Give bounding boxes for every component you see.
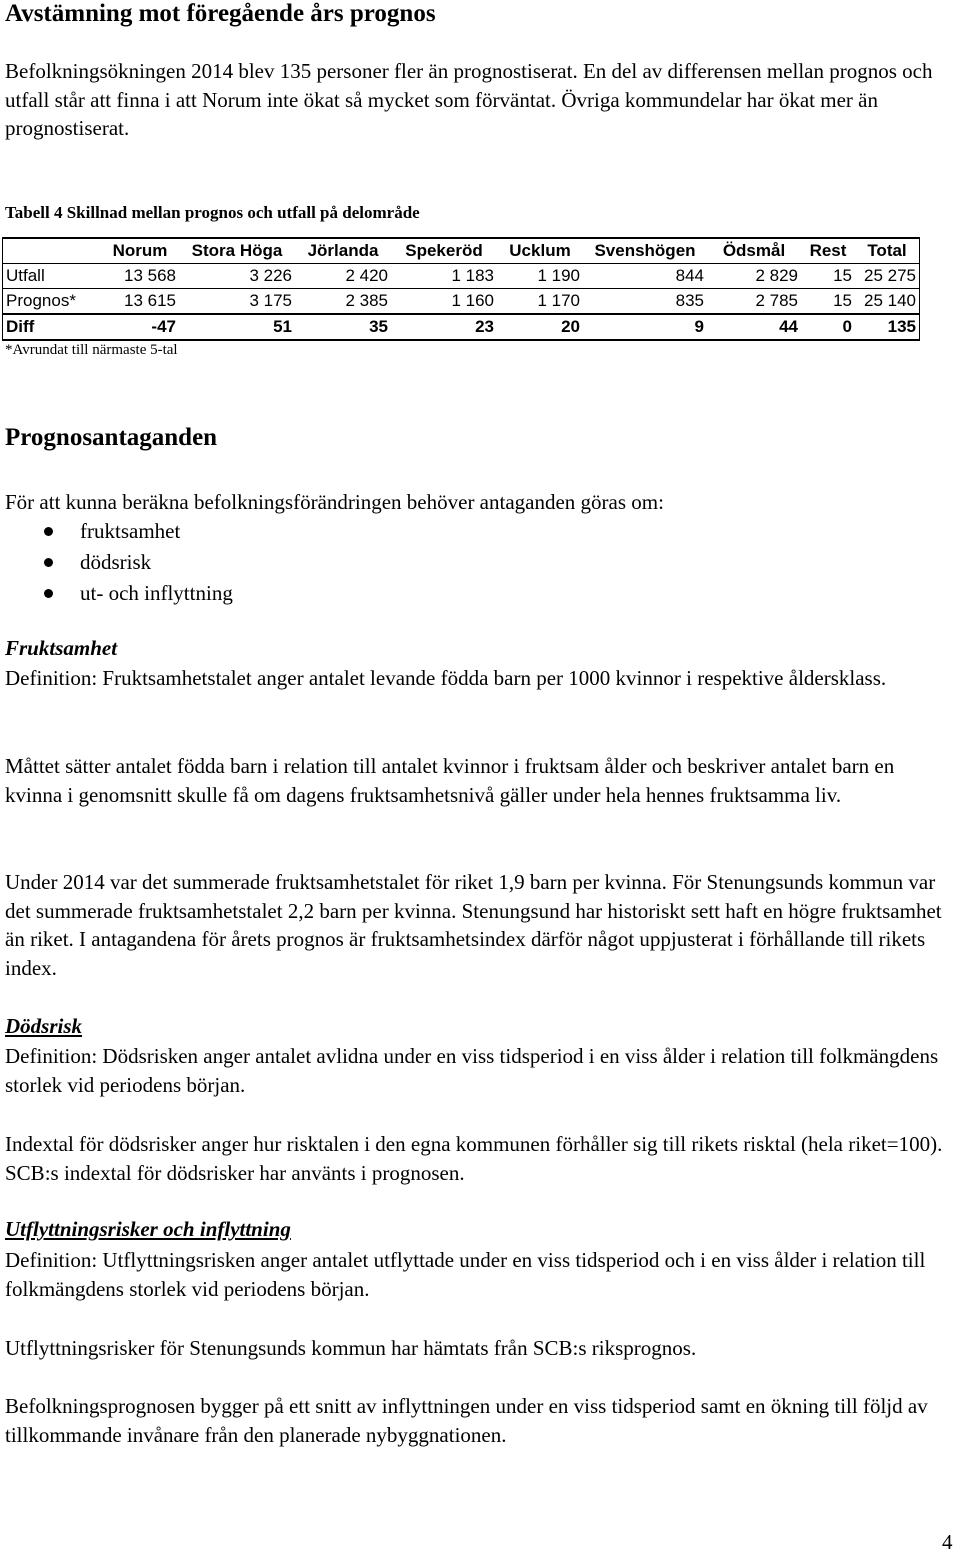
bullet-icon [44, 558, 53, 567]
table-cell: 135 [855, 314, 920, 340]
list-item-label: fruktsamhet [80, 519, 181, 543]
table-cell: 44 [707, 314, 801, 340]
section-heading: Prognosantaganden [5, 424, 218, 451]
utflyttning-paragraph-1: Utflyttningsrisker för Stenungsunds kommun har hämtats från SCB:s riksprognos. [5, 1336, 697, 1360]
table-cell: 2 785 [707, 289, 801, 315]
table-cell: 3 175 [179, 289, 295, 315]
table-cell: 13 568 [101, 264, 179, 289]
table-cell: 25 140 [855, 289, 920, 315]
table-row-utfall [3, 264, 920, 289]
list-item [5, 578, 233, 609]
table-caption: Tabell 4 Skillnad mellan prognos och utfall på delområde [5, 203, 420, 222]
table-cell: 9 [583, 314, 707, 340]
assumptions-list [5, 516, 233, 609]
page-number: 4 [942, 1530, 953, 1554]
utflyttning-definition: Definition: Utflyttningsrisken anger antalet utflyttade under en viss tidsperiod och i en viss ålder i relation till folkmängdens storlek vid periodens början. [5, 1248, 926, 1301]
table-cell: 844 [583, 264, 707, 289]
table-cell: 2 420 [295, 264, 391, 289]
table-cell: 23 [391, 314, 497, 340]
table-cell: Utfall [3, 264, 102, 289]
fruktsamhet-paragraph-1: Måttet sätter antalet födda barn i relation till antalet kvinnor i fruktsam ålder och beskriver antalet barn en kvinna i genomsnitt skulle få om dagens fruktsamhetsnivå gäller under hela hennes fruktsamma liv. [5, 754, 895, 807]
table-header-cell: Svenshögen [583, 238, 707, 264]
table-cell: 20 [497, 314, 583, 340]
table-cell: Diff [3, 314, 102, 340]
table-header-cell: Ucklum [497, 238, 583, 264]
table-cell: 35 [295, 314, 391, 340]
assumptions-intro: För att kunna beräkna befolkningsförändringen behöver antaganden göras om: [5, 490, 664, 514]
table-cell: 15 [801, 264, 855, 289]
table-cell: 25 275 [855, 264, 920, 289]
table-cell: 3 226 [179, 264, 295, 289]
table-header-cell: Norum [101, 238, 179, 264]
table-cell: 2 385 [295, 289, 391, 315]
fruktsamhet-definition: Definition: Fruktsamhetstalet anger antalet levande födda barn per 1000 kvinnor i respektive åldersklass. [5, 666, 887, 690]
fruktsamhet-title: Fruktsamhet [5, 636, 118, 660]
page-heading: Avstämning mot föregående års prognos [5, 0, 436, 27]
list-item-label: dödsrisk [80, 550, 152, 574]
table-header-cell [3, 238, 102, 264]
table-header-cell: Total [855, 238, 920, 264]
table-header-cell: Spekeröd [391, 238, 497, 264]
table-row-prognos [3, 289, 920, 315]
table-header-cell: Stora Höga [179, 238, 295, 264]
table-cell: 15 [801, 289, 855, 315]
table-cell: 51 [179, 314, 295, 340]
dodsrisk-paragraph-1: Indextal för dödsrisker anger hur risktalen i den egna kommunen förhåller sig till rikets risktal (hela riket=100). SCB:s indextal för dödsrisker har använts i prognosen. [5, 1132, 943, 1185]
list-item [5, 547, 233, 578]
utflyttning-paragraph-2: Befolkningsprognosen bygger på ett snitt av inflyttningen under en viss tidsperiod samt en ökning till följd av tillkommande invånare från den planerade nybyggnationen. [5, 1394, 928, 1447]
table-cell: 1 160 [391, 289, 497, 315]
bullet-icon [44, 589, 53, 598]
table-header-cell: Ödsmål [707, 238, 801, 264]
forecast-table [2, 237, 920, 341]
table-row-diff [3, 314, 920, 340]
list-item-label: ut- och inflyttning [80, 581, 233, 605]
fruktsamhet-paragraph-2: Under 2014 var det summerade fruktsamhetstalet för riket 1,9 barn per kvinna. För Stenungsunds kommun var det summerade fruktsamhetstalet 2,2 barn per kvinna. Stenungsund har historiskt sett haft en högre fruktsamhet än riket. I antagandena för årets prognos är fruktsamhetsindex därför något uppjusterat i förhållande till rikets index. [5, 870, 942, 980]
table-cell: 0 [801, 314, 855, 340]
table-cell: 2 829 [707, 264, 801, 289]
utflyttning-title: Utflyttningsrisker och inflyttning [5, 1217, 291, 1241]
table-cell: 835 [583, 289, 707, 315]
table-cell: -47 [101, 314, 179, 340]
table-header-cell: Rest [801, 238, 855, 264]
table-header-cell: Jörlanda [295, 238, 391, 264]
bullet-icon [44, 527, 53, 536]
dodsrisk-definition: Definition: Dödsrisken anger antalet avlidna under en viss tidsperiod i en viss ålder i relation till folkmängdens storlek vid periodens början. [5, 1044, 939, 1097]
list-item [5, 516, 233, 547]
table-header-row [3, 238, 920, 264]
table-cell: 1 170 [497, 289, 583, 315]
dodsrisk-title: Dödsrisk [5, 1014, 83, 1038]
table-footnote: *Avrundat till närmaste 5-tal [5, 342, 178, 358]
table-cell: Prognos* [3, 289, 102, 315]
table-cell: 13 615 [101, 289, 179, 315]
table-cell: 1 183 [391, 264, 497, 289]
table-cell: 1 190 [497, 264, 583, 289]
intro-paragraph: Befolkningsökningen 2014 blev 135 personer fler än prognostiserat. En del av differensen mellan prognos och utfall står att finna i att Norum inte ökat så mycket som förväntat. Övriga kommundelar har ökat mer än prognostiserat. [5, 59, 933, 141]
